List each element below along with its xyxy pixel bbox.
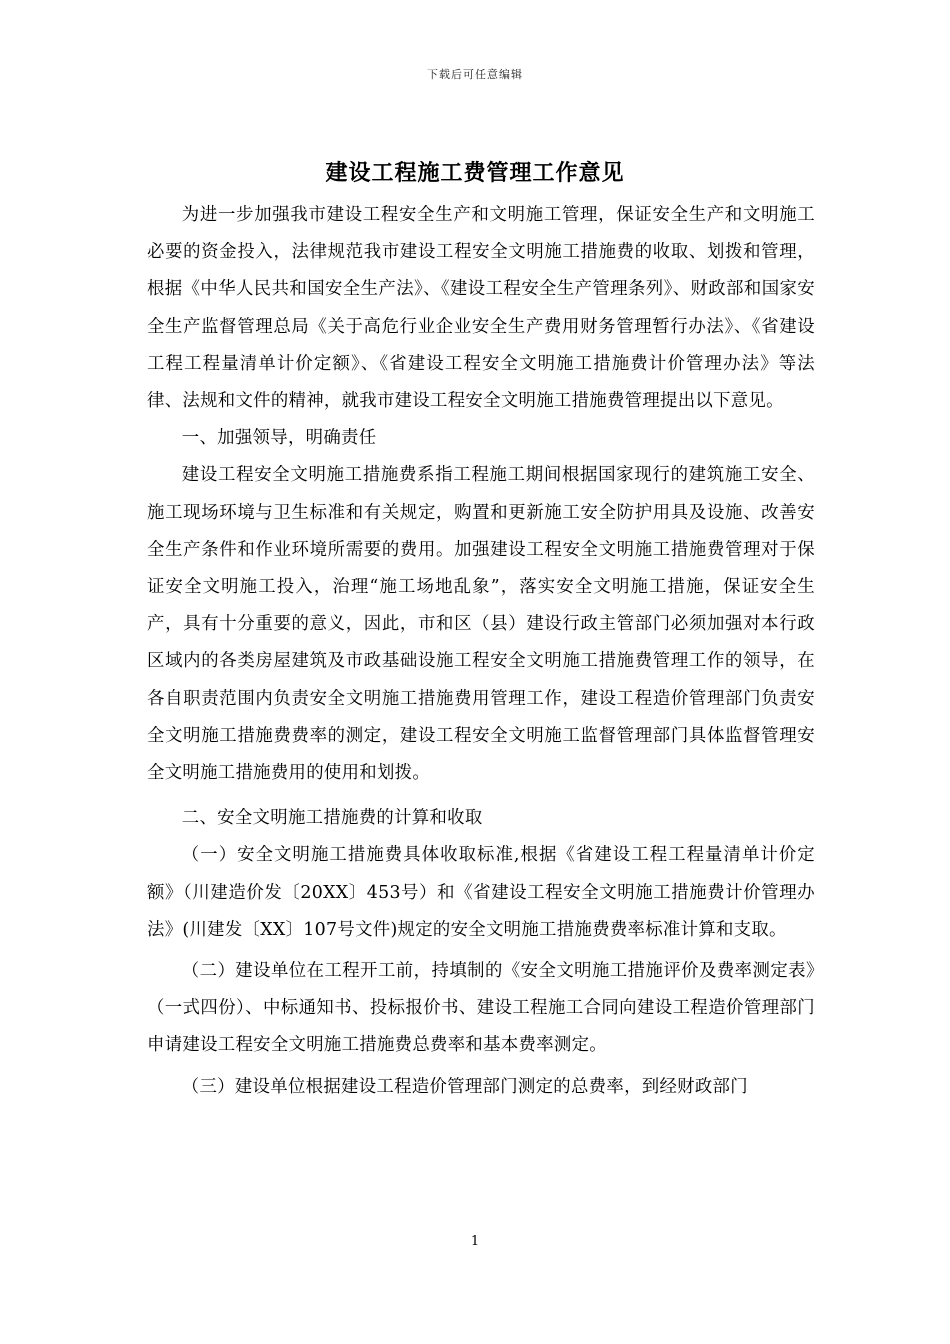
document-title: 建设工程施工费管理工作意见 (325, 160, 625, 186)
item-3-paragraph: （三）建设单位根据建设工程造价管理部门测定的总费率，到经财政部门 (181, 1076, 748, 1097)
item-2-paragraph: （二）建设单位在工程开工前，持填制的《安全文明施工措施评价及费率测定表》（一式四份）、中标通知书、投标报价书、建设工程施工合同向建设工程造价管理部门申请建设工程安全文明施工措施费总费率和基本费率测定。 (147, 961, 815, 1056)
header-note: 下载后可任意编辑 (427, 68, 523, 81)
section-2-heading: 二、安全文明施工措施费的计算和收取 (181, 808, 483, 829)
section-1-paragraph: 建设工程安全文明施工措施费系指工程施工期间根据国家现行的建筑施工安全、施工现场环境与卫生标准和有关规定，购置和更新施工安全防护用具及设施、改善安全生产条件和作业环境所需要的费用。加强建设工程安全文明施工措施费管理对于保证安全文明施工投入，治理“施工场地乱象”，落实安全文明施工措施，保证安全生产，具有十分重要的意义，因此，市和区（县）建设行政主管部门必须加强对本行政区域内的各类房屋建筑及市政基础设施工程安全文明施工措施费管理工作的领导，在各自职责范围内负责安全文明施工措施费用管理工作，建设工程造价管理部门负责安全文明施工措施费费率的测定，建设工程安全文明施工监督管理部门具体监督管理安全文明施工措施费用的使用和划拨。 (147, 465, 815, 784)
document-body (147, 197, 815, 1106)
page-number: 1 (470, 1234, 480, 1249)
intro-paragraph: 为进一步加强我市建设工程安全生产和文明施工管理，保证安全生产和文明施工必要的资金投入，法律规范我市建设工程安全文明施工措施费的收取、划拨和管理，根据《中华人民共和国安全生产法》、《建设工程安全生产管理条列》、财政部和国家安全生产监督管理总局《关于高危行业企业安全生产费用财务管理暂行办法》、《省建设工程工程量清单计价定额》、《省建设工程安全文明施工措施费计价管理办法》等法律、法规和文件的精神，就我市建设工程安全文明施工措施费管理提出以下意见。 (147, 205, 815, 412)
item-1-paragraph: （一）安全文明施工措施费具体收取标准,根据《省建设工程工程量清单计价定额》（川建造价发〔20XX〕453号）和《省建设工程安全文明施工措施费计价管理办法》(川建发〔XX〕107号文件)规定的安全文明施工措施费费率标准计算和支取。 (147, 845, 815, 940)
section-1-heading: 一、加强领导，明确责任 (181, 428, 377, 449)
